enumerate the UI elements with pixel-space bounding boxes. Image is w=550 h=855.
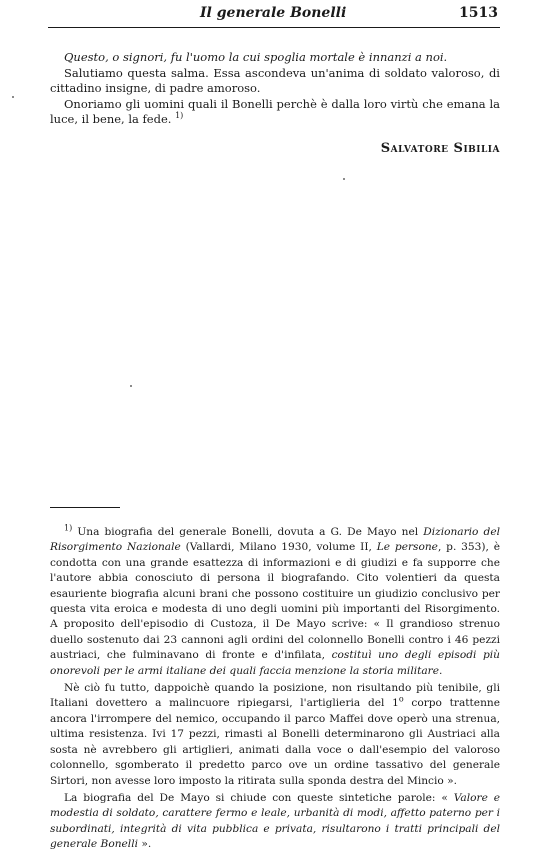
footnote-3-text-c: ». xyxy=(137,838,152,851)
paragraph-1-text: Questo, o signori, fu l'uomo la cui spoglia mortale è innanzi a noi. xyxy=(64,50,448,64)
footnote-paragraph-3 xyxy=(50,791,500,853)
footnote-3-text-a: La biografia del De Mayo si chiude con queste sintetiche parole: « xyxy=(64,791,454,804)
footnote-3-text-b: Valore e modestia di soldato, carattere fermo e leale, urbanità di modi, affetto paterno per i subordinati, integrità di vita pubblica e privata, risultarono i tratti principali del generale Bonelli xyxy=(50,791,501,851)
footnote-1-text-a: Una biografia del generale Bonelli, dovuta a G. De Mayo nel xyxy=(72,526,424,538)
footnote-1-text-b: Dizionario del Risorgimento Nazionale xyxy=(50,526,500,554)
footnote-rule xyxy=(50,507,120,508)
running-title: Il generale Bonelli xyxy=(200,5,347,21)
paragraph-1 xyxy=(50,50,500,66)
footnote-1-text-e: , p. 353), è condotta con una grande esattezza di informazioni e di giudizi e fa supporre che l'autore abbia conosciuto di persona il biografando. Cito volentieri da questa esauriente biografia alcuni brani che possono costituire un giudizio conclusivo per questa vita eroica e modesta di uno degli uomini più importanti del Risorgimento. A proposito dell'episodio di Custoza, il De Mayo scrive: « Il grandioso strenuo duello sostenuto dai 23 cannoni agli ordini del colonnello Bonelli contro i 46 pezzi austriaci, che fulminavano di fronte e d'infilata, xyxy=(50,541,500,662)
footnote-1-text-d: Le persone xyxy=(376,541,438,554)
footnote-2-text-b: corpo trattenne ancora l'irrompere del nemico, occupando il parco Maffei dove operò una strenua, ultima resistenza. Ivi 17 pezzi, rimasti al Bonelli determinarono gli Austriaci alla sosta nè avrebbero gli artiglieri, animati dalla voce o dall'esempio del valoroso colonnello, sgomberato il predetto parco ove un ordine tassativo del generale Sirtori, non avesse loro imposto la ritirata sulla sponda destra del Mincio ». xyxy=(50,697,500,787)
footnote-paragraph-2 xyxy=(50,681,500,789)
footnote-reference: 1) xyxy=(175,111,184,121)
footnote-marker: 1) xyxy=(64,523,73,533)
header-rule xyxy=(48,27,500,28)
footnote-1-text-c: (Vallardi, Milano 1930, volume II, xyxy=(180,541,377,554)
author-signature: Salvatore Sibilia xyxy=(380,141,500,156)
running-header xyxy=(50,5,498,29)
speck xyxy=(12,96,14,98)
paragraph-2: Salutiamo questa salma. Essa ascondeva un'anima di soldato valoroso, di cittadino insigne, di padre amoroso. xyxy=(50,65,500,95)
ordinal-superscript: o xyxy=(398,694,404,704)
footnotes xyxy=(50,525,500,855)
page-number: 1513 xyxy=(459,5,498,21)
footnote-1 xyxy=(50,525,500,679)
paragraph-3-text: Onoriamo gli uomini quali il Bonelli perchè è dalla loro virtù che emana la luce, il bene, la fede. xyxy=(50,96,500,126)
paragraph-3 xyxy=(50,97,500,128)
footnote-2-text-a: Nè ciò fu tutto, dappoichè quando la posizione, non risultando più tenibile, gli Italiani dovettero a malincuore ripiegarsi, l'artiglieria del 1 xyxy=(50,682,500,710)
main-text xyxy=(50,50,500,128)
footnote-1-text-f: costituì uno degli episodi più onorevoli per le armi italiane dei quali faccia menzione la storia militare. xyxy=(50,649,500,677)
speck xyxy=(343,178,345,180)
speck xyxy=(130,385,132,387)
